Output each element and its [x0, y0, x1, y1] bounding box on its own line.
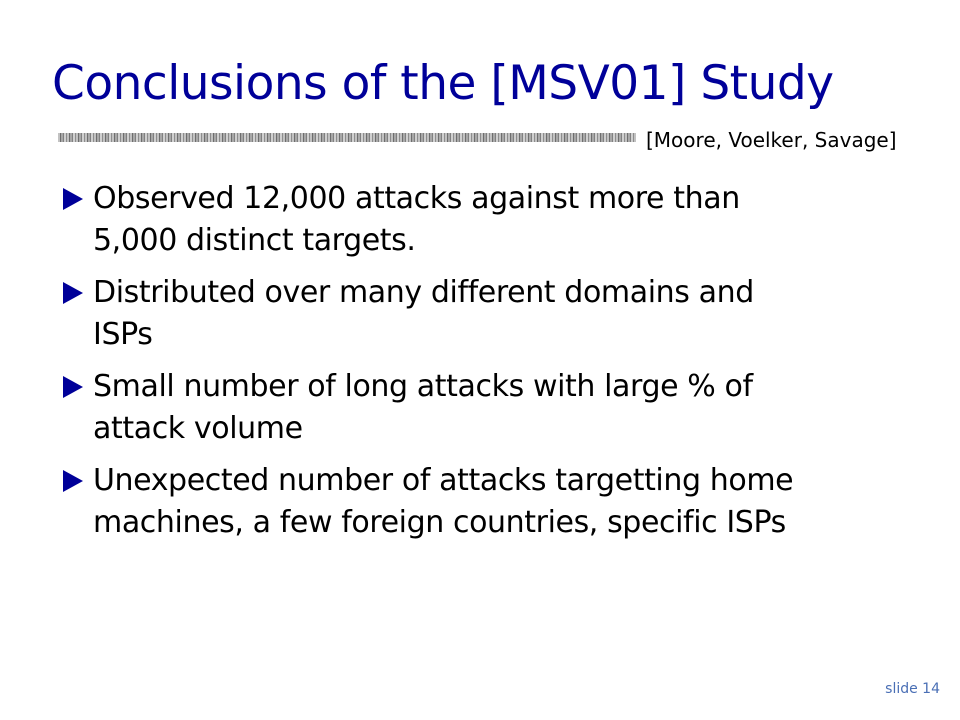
bullet-text-line: ISPs	[93, 317, 153, 352]
bullet-text-line: machines, a few foreign countries, specific ISPs	[93, 505, 786, 540]
bullet-text-line: Observed 12,000 attacks against more than	[93, 181, 740, 216]
slide-number: slide 14	[885, 681, 940, 697]
bullet-text-line: Distributed over many different domains and	[93, 275, 754, 310]
bullet-list	[62, 178, 902, 554]
triangle-bullet-icon	[63, 470, 83, 492]
triangle-bullet-icon	[63, 188, 83, 210]
triangle-bullet-icon	[63, 282, 83, 304]
bullet-item-observed	[62, 178, 902, 262]
triangle-bullet-icon	[63, 376, 83, 398]
title-divider	[58, 133, 636, 142]
bullet-item-small-number	[62, 366, 902, 450]
bullet-text-line: Unexpected number of attacks targetting home	[93, 463, 794, 498]
citation: [Moore, Voelker, Savage]	[646, 128, 897, 152]
bullet-text-line: attack volume	[93, 411, 303, 446]
bullet-item-unexpected	[62, 460, 902, 544]
slide-title: Conclusions of the [MSV01] Study	[52, 56, 834, 111]
bullet-text-line: Small number of long attacks with large % of	[93, 369, 753, 404]
bullet-text-line: 5,000 distinct targets.	[93, 223, 416, 258]
bullet-item-distributed	[62, 272, 902, 356]
